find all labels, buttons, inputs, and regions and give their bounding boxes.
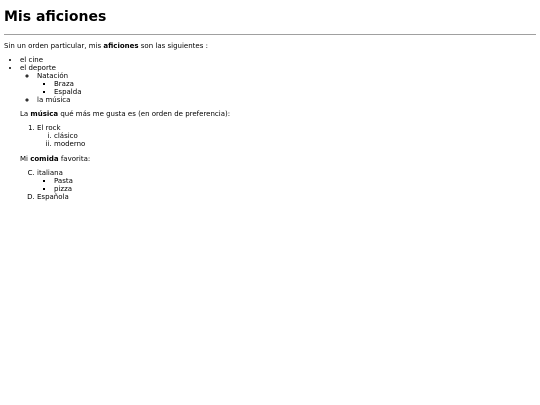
intro-text-end: son las siguientes : (138, 42, 208, 50)
intro-emphasis: aficiones (103, 42, 139, 50)
food-paragraph (20, 155, 536, 163)
swim-styles-list (37, 80, 536, 96)
swim-braza: ▪ Braza (54, 80, 536, 88)
music-text-start: La (20, 110, 31, 118)
food-list (20, 169, 536, 201)
dish-pizza: ▪ pizza (54, 185, 536, 193)
document-page (0, 0, 540, 201)
hobbies-list (4, 56, 536, 104)
food-text-start: Mi (20, 155, 31, 163)
food-espanola: D. Española (37, 193, 536, 201)
music-rock-label: El rock (37, 124, 61, 132)
music-rock (37, 124, 536, 148)
title-divider (4, 34, 536, 35)
swim-espalda: ▪ Espalda (54, 88, 536, 96)
sport-natacion-label: Natación (37, 72, 69, 80)
music-ranked-list (20, 124, 536, 148)
page-title: Mis aficiones (4, 9, 107, 25)
intro-paragraph (4, 42, 536, 50)
food-italiana (37, 169, 536, 193)
italian-dishes-list (37, 177, 536, 193)
hobby-cine: • el cine (20, 56, 536, 64)
sports-list (20, 72, 536, 104)
music-text-end: qué más me gusta es (en orden de preferencia): (58, 110, 231, 118)
sport-musica: ◦ la música (37, 96, 536, 104)
music-section (4, 110, 536, 201)
music-emphasis: música (30, 110, 59, 118)
rock-clasico: i. clásico (54, 132, 536, 140)
food-text-end: favorita: (58, 155, 91, 163)
food-italiana-label: italiana (37, 169, 63, 177)
intro-text-start: Sin un orden particular, mis (4, 42, 104, 50)
rock-styles-list (37, 132, 536, 148)
music-paragraph (20, 110, 536, 118)
hobby-deporte (20, 64, 536, 104)
hobby-deporte-label: el deporte (20, 64, 56, 72)
dish-pasta: ▪ Pasta (54, 177, 536, 185)
food-emphasis: comida (30, 155, 59, 163)
sport-natacion (37, 72, 536, 96)
rock-moderno: ii. moderno (54, 140, 536, 148)
